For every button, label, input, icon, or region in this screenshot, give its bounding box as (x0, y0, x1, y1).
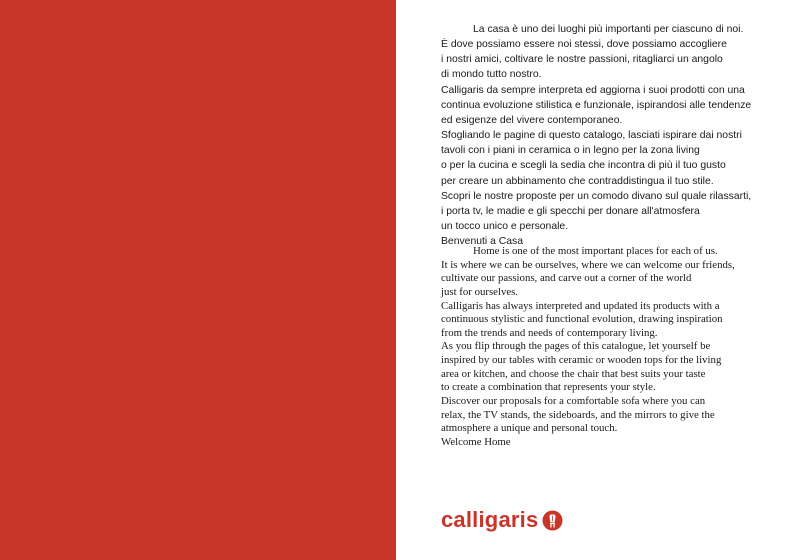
logo-wordmark: calligaris (441, 507, 539, 532)
italian-line: Calligaris da sempre interpreta ed aggiorna i suoi prodotti con una (441, 84, 745, 96)
italian-intro-text (441, 22, 781, 249)
english-line: area or kitchen, and choose the chair that best suits your taste (441, 367, 706, 380)
italian-line: o per la cucina e scegli la sedia che incontra di più il tuo gusto (441, 160, 726, 172)
italian-line: un tocco unico e personale. (441, 221, 569, 233)
italian-line: La casa è uno dei luoghi più importanti per ciascuno di noi. (473, 24, 744, 35)
italian-line: Scopri le nostre proposte per un comodo divano sul quale rilassarti, (441, 190, 752, 202)
italian-line: i porta tv, le madie e gli specchi per donare all'atmosfera (441, 205, 700, 217)
italian-line: di mondo tutto nostro. (441, 69, 542, 81)
english-line: inspired by our tables with ceramic or wooden tops for the living (441, 354, 722, 366)
english-line: from the trends and needs of contemporary living. (441, 326, 658, 339)
english-line: relax, the TV stands, the sideboards, and the mirrors to give the (441, 408, 715, 421)
italian-line: per creare un abbinamento che contraddistingua il tuo stile. (441, 175, 714, 187)
english-line: Discover our proposals for a comfortable sofa where you can (441, 394, 706, 407)
calligaris-logo (441, 509, 563, 531)
italian-line: tavoli con i piani in ceramica o in legno per la zona living (441, 145, 700, 157)
english-line: continuous stylistic and functional evolution, drawing inspiration (441, 313, 723, 326)
english-line: cultivate our passions, and carve out a corner of the world (441, 272, 692, 285)
english-closing-line: Welcome Home (441, 435, 511, 448)
english-line: As you flip through the pages of this catalogue, let yourself be (441, 340, 711, 353)
italian-line: continua evoluzione stilistica e funzionale, ispirandosi alle tendenze (441, 99, 752, 111)
english-line: to create a combination that represents your style. (441, 381, 656, 394)
english-line: just for ourselves. (441, 285, 519, 298)
english-line: Calligaris has always interpreted and updated its products with a (441, 299, 720, 312)
english-line: atmosphere a unique and personal touch. (441, 422, 618, 435)
italian-line: È dove possiamo essere noi stessi, dove possiamo accogliere (441, 39, 727, 51)
calligaris-chair-mark-icon (542, 510, 563, 531)
english-intro-text (441, 245, 781, 449)
italian-line: ed esigenze del vivere contemporaneo. (441, 114, 623, 126)
english-line: Home is one of the most important places for each of us. (473, 245, 718, 257)
italian-line: Sfogliando le pagine di questo catalogo, lasciati ispirare dai nostri (441, 130, 742, 142)
english-line: It is where we can be ourselves, where we can welcome our friends, (441, 258, 735, 271)
italian-line: i nostri amici, coltivare le nostre passioni, ritagliarci un angolo (441, 54, 723, 66)
italian-closing-line: Benvenuti a Casa (441, 236, 524, 248)
